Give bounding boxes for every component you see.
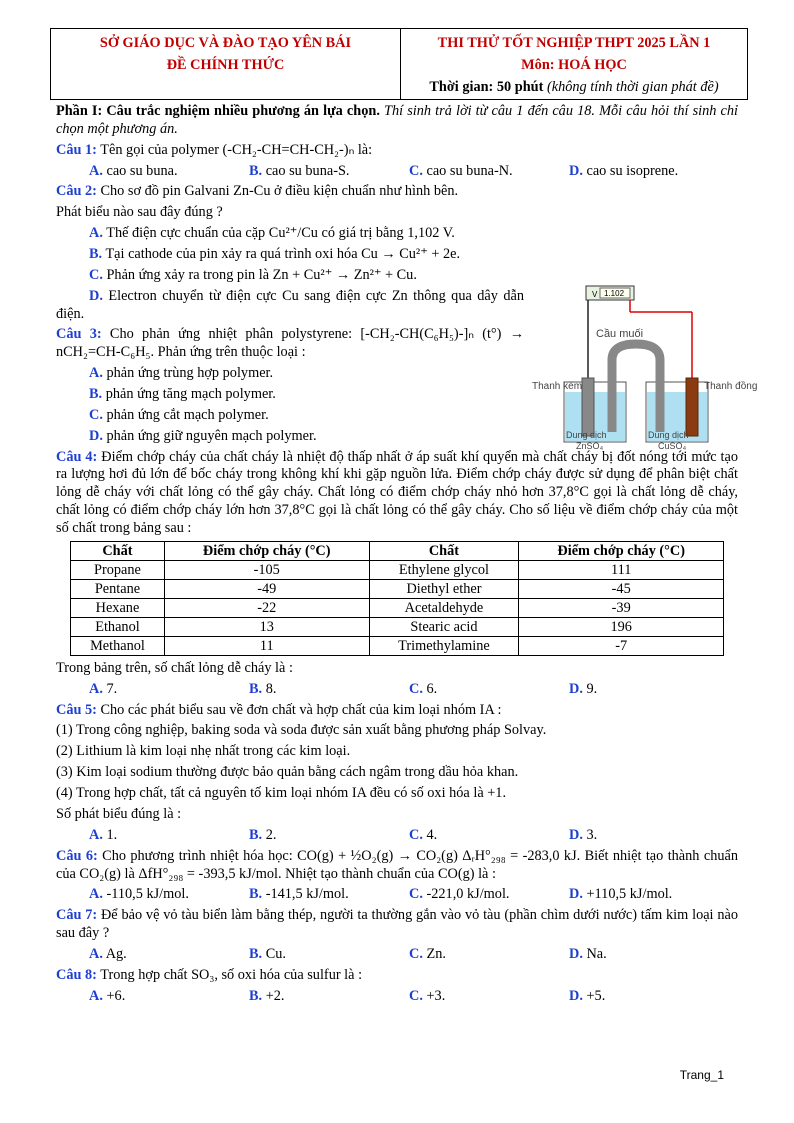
option-a-label: A. xyxy=(89,945,103,962)
q8-options xyxy=(56,988,738,1006)
option-d-label: D. xyxy=(569,987,583,1004)
q6-option-a: -110,5 kJ/mol. xyxy=(106,886,189,903)
q3-option-c: phản ứng cắt mạch polymer. xyxy=(106,406,269,423)
q6-options xyxy=(56,886,738,904)
table-cell: 196 xyxy=(519,617,724,636)
q7-option-a: Ag. xyxy=(105,945,127,962)
q6-text: Cho phương trình nhiệt hóa học: CO(g) + ½O₂(g) → CO₂(g) ΔᵣH°₂₉₈ = -283,0 kJ. Biết nhiệt tạo thành chuẩn của CO₂(g) là ΔfH°₂₉₈ = -393,5 kJ/mol. Nhiệt tạo thành chuẩn của CO(g) là : xyxy=(56,847,738,882)
table-cell: -7 xyxy=(519,636,724,655)
option-b-label: B. xyxy=(249,162,263,179)
table-row xyxy=(71,598,724,617)
col-header: Chất xyxy=(369,541,519,560)
table-cell: -39 xyxy=(519,598,724,617)
table-row xyxy=(71,579,724,598)
q2 xyxy=(56,183,738,201)
table-cell: Ethylene glycol xyxy=(369,560,519,579)
q5-text: Cho các phát biểu sau về đơn chất và hợp chất của kim loại nhóm IA : xyxy=(100,701,502,718)
q8-option-b: +2. xyxy=(265,987,285,1004)
option-b-label: B. xyxy=(89,246,103,263)
voltmeter-v: V xyxy=(592,290,598,299)
q1-option-d: cao su isoprene. xyxy=(586,162,679,179)
option-d-label: D. xyxy=(569,886,583,903)
q1-option-b: cao su buna-S. xyxy=(265,162,350,179)
option-b-label: B. xyxy=(249,945,263,962)
table-row xyxy=(71,617,724,636)
page-footer: Trang_1 xyxy=(679,1068,724,1082)
option-a-label: A. xyxy=(89,987,103,1004)
q3-label: Câu 3: xyxy=(56,326,102,343)
q3-option-d: phản ứng giữ nguyên mạch polymer. xyxy=(106,427,317,444)
q2-c xyxy=(56,267,524,285)
q8-option-d: +5. xyxy=(586,987,606,1004)
table-cell: -45 xyxy=(519,579,724,598)
q6-option-d: +110,5 kJ/mol. xyxy=(586,886,673,903)
q5-statement: (4) Trong hợp chất, tất cả nguyên tố kim loại nhóm IA đều có số oxi hóa là +1. xyxy=(56,785,507,802)
table-row xyxy=(71,560,724,579)
q2-a xyxy=(56,225,524,243)
table-cell: Methanol xyxy=(71,636,165,655)
option-c-label: C. xyxy=(409,886,423,903)
option-b-label: B. xyxy=(249,987,263,1004)
q1-options xyxy=(56,163,738,181)
q5-option-b: 2. xyxy=(265,826,277,843)
q2-label: Câu 2: xyxy=(56,183,97,200)
option-a-label: A. xyxy=(89,365,103,382)
col-header: Chất xyxy=(71,541,165,560)
zinc-label: Thanh kẽm xyxy=(532,381,583,392)
flash-point-table xyxy=(70,541,724,656)
time-info xyxy=(401,79,747,97)
cuso4-label: Dung dịch CuSO₄ xyxy=(648,430,689,451)
col-header: Điểm chớp cháy (°C) xyxy=(519,541,724,560)
option-b-label: B. xyxy=(89,386,103,403)
table-cell: Ethanol xyxy=(71,617,165,636)
copper-label: Thanh đồng xyxy=(704,381,758,392)
q7 xyxy=(56,907,738,943)
option-d-label: D. xyxy=(569,162,583,179)
salt-bridge-label: Cầu muối xyxy=(596,328,644,340)
exam-header xyxy=(50,28,748,100)
option-d-label: D. xyxy=(569,826,583,843)
table-cell: Diethyl ether xyxy=(369,579,519,598)
q7-label: Câu 7: xyxy=(56,907,98,924)
q5 xyxy=(56,702,738,720)
q2-option-c: Phản ứng xảy ra trong pin là Zn + Cu²⁺ → Zn²⁺ + Cu. xyxy=(106,266,417,283)
part1-instruction: Thí sinh trả lời từ câu 1 đến câu 18. Mỗi câu hỏi thí sinh chỉ chọn một phương án. xyxy=(56,103,738,137)
q2-option-d: Electron chuyển từ điện cực Cu sang điện cực Zn thông qua dây dẫn điện. xyxy=(56,287,524,322)
q6-option-b: -141,5 kJ/mol. xyxy=(265,886,349,903)
time-label: Thời gian: 50 phút xyxy=(429,78,544,95)
q8-option-c: +3. xyxy=(426,987,446,1004)
q4-question: Trong bảng trên, số chất lỏng dễ cháy là : xyxy=(56,659,293,676)
part1-heading xyxy=(56,103,738,139)
q4 xyxy=(56,449,738,538)
q5-question: Số phát biểu đúng là : xyxy=(56,805,182,822)
q6-option-c: -221,0 kJ/mol. xyxy=(426,886,510,903)
exam-content xyxy=(56,103,738,1009)
q3 xyxy=(56,326,524,362)
option-c-label: C. xyxy=(409,945,423,962)
q5-options xyxy=(56,827,738,845)
option-c-label: C. xyxy=(409,987,423,1004)
option-d-label: D. xyxy=(569,945,583,962)
q3-b xyxy=(56,386,524,404)
q4-option-a: 7. xyxy=(106,680,118,697)
col-header: Điểm chớp cháy (°C) xyxy=(164,541,369,560)
q6 xyxy=(56,848,738,884)
q7-option-d: Na. xyxy=(586,945,607,962)
table-cell: Propane xyxy=(71,560,165,579)
option-b-label: B. xyxy=(249,826,263,843)
table-cell: -105 xyxy=(164,560,369,579)
q3-d xyxy=(56,428,524,446)
znso4-label: Dung dịch ZnSO₄ xyxy=(566,430,607,451)
table-cell: Trimethylamine xyxy=(369,636,519,655)
q2-option-a: Thế điện cực chuẩn của cặp Cu²⁺/Cu có giá trị bằng 1,102 V. xyxy=(106,225,455,242)
option-c-label: C. xyxy=(89,406,103,423)
q5-statement: (2) Lithium là kim loại nhẹ nhất trong các kim loại. xyxy=(56,743,351,760)
q2-option-b: Tại cathode của pin xảy ra quá trình oxi hóa Cu → Cu²⁺ + 2e. xyxy=(105,246,461,263)
q2-d xyxy=(56,288,524,324)
q5-label: Câu 5: xyxy=(56,701,97,718)
q1 xyxy=(56,142,738,160)
header-left xyxy=(51,29,401,99)
table-header-row xyxy=(71,541,724,560)
q6-label: Câu 6: xyxy=(56,847,98,864)
q5-option-d: 3. xyxy=(586,826,598,843)
q4-option-c: 6. xyxy=(426,680,438,697)
q5-option-c: 4. xyxy=(426,826,438,843)
q4-option-b: 8. xyxy=(265,680,277,697)
q8 xyxy=(56,967,738,985)
q7-options xyxy=(56,946,738,964)
q5-statement: (1) Trong công nghiệp, baking soda và soda được sản xuất bằng phương pháp Solvay. xyxy=(56,722,547,739)
q1-text: Tên gọi của polymer (-CH₂-CH=CH-CH₂-)ₙ là: xyxy=(100,141,373,158)
q8-option-a: +6. xyxy=(106,987,126,1004)
q3-option-b: phản ứng tăng mạch polymer. xyxy=(105,386,276,403)
option-c-label: C. xyxy=(409,826,423,843)
q8-text: Trong hợp chất SO₃, số oxi hóa của sulfur là : xyxy=(100,966,363,983)
q1-option-c: cao su buna-N. xyxy=(426,162,513,179)
time-note: (không tính thời gian phát đề) xyxy=(546,78,719,95)
option-a-label: A. xyxy=(89,225,103,242)
q1-option-a: cao su buna. xyxy=(106,162,178,179)
exam-title: THI THỬ TỐT NGHIỆP THPT 2025 LẦN 1 xyxy=(437,35,711,51)
subject: Môn: HOÁ HỌC xyxy=(521,56,627,73)
q4-text: Điểm chớp cháy của chất cháy là nhiệt độ thấp nhất ở áp suất khí quyển mà chất cháy bị đốt nóng tới mức tạo ra lượng hơi đủ lớn để bốc cháy trong không khí khi gặp nguồn lửa. Điểm chớp cháy được sử dụng để phân biệt chất lỏng dễ cháy với chất lỏng có thể gây cháy. Chất lỏng có điểm chớp cháy nhỏ hơn 37,8°C gọi là chất lỏng dễ cháy, chất lỏng có điểm chớp cháy lớn hơn 37,8°C gọi là chất lỏng có thể gây cháy. Cho số liệu về điểm chớp cháy của một số chất trong bảng sau : xyxy=(56,448,738,537)
option-b-label: B. xyxy=(249,886,263,903)
table-cell: -22 xyxy=(164,598,369,617)
option-a-label: A. xyxy=(89,162,103,179)
q2-question: Phát biểu nào sau đây đúng ? xyxy=(56,204,223,221)
option-a-label: A. xyxy=(89,680,103,697)
q5-option-a: 1. xyxy=(106,826,118,843)
q8-label: Câu 8: xyxy=(56,966,97,983)
table-cell: 11 xyxy=(164,636,369,655)
q3-c xyxy=(56,407,524,425)
option-a-label: A. xyxy=(89,886,103,903)
table-cell: -49 xyxy=(164,579,369,598)
q4-option-d: 9. xyxy=(586,680,598,697)
table-cell: 111 xyxy=(519,560,724,579)
option-b-label: B. xyxy=(249,680,263,697)
q1-label: Câu 1: xyxy=(56,141,97,158)
option-d-label: D. xyxy=(89,287,103,304)
q2-b xyxy=(56,246,524,264)
q7-text: Để bảo vệ vỏ tàu biển làm bằng thép, người ta thường gắn vào vỏ tàu (phần chìm dưới nước) tấm kim loại nào sau đây ? xyxy=(56,907,738,942)
table-cell: Acetaldehyde xyxy=(369,598,519,617)
q4-options xyxy=(56,681,738,699)
q5-statement: (3) Kim loại sodium thường được bảo quản bằng cách ngâm trong dầu hỏa khan. xyxy=(56,764,519,781)
q3-ab xyxy=(56,365,524,383)
option-c-label: C. xyxy=(409,680,423,697)
voltmeter-reading: 1.102 xyxy=(604,289,625,298)
q7-option-b: Cu. xyxy=(265,945,286,962)
table-cell: Stearic acid xyxy=(369,617,519,636)
option-c-label: C. xyxy=(89,266,103,283)
option-a-label: A. xyxy=(89,826,103,843)
table-cell: 13 xyxy=(164,617,369,636)
official-label: ĐỀ CHÍNH THỨC xyxy=(166,56,285,73)
q4-label: Câu 4: xyxy=(56,448,98,465)
q3-text: Cho phản ứng nhiệt phân polystyrene: [-CH₂-CH(C₆H₅)-]ₙ (t°) → nCH₂=CH-C₆H₅. Phản ứng trên thuộc loại : xyxy=(56,326,524,361)
option-c-label: C. xyxy=(409,162,423,179)
table-cell: Pentane xyxy=(71,579,165,598)
table-cell: Hexane xyxy=(71,598,165,617)
department-name: SỞ GIÁO DỤC VÀ ĐÀO TẠO YÊN BÁI xyxy=(99,35,352,51)
table-row xyxy=(71,636,724,655)
q7-option-c: Zn. xyxy=(426,945,446,962)
header-right xyxy=(401,29,747,99)
option-d-label: D. xyxy=(89,427,103,444)
q2-text: Cho sơ đồ pin Galvani Zn-Cu ở điều kiện chuẩn như hình bên. xyxy=(100,183,459,200)
option-d-label: D. xyxy=(569,680,583,697)
q3-option-a: phản ứng trùng hợp polymer. xyxy=(106,365,274,382)
part1-title: Phần I: Câu trắc nghiệm nhiều phương án lựa chọn. xyxy=(56,103,380,119)
